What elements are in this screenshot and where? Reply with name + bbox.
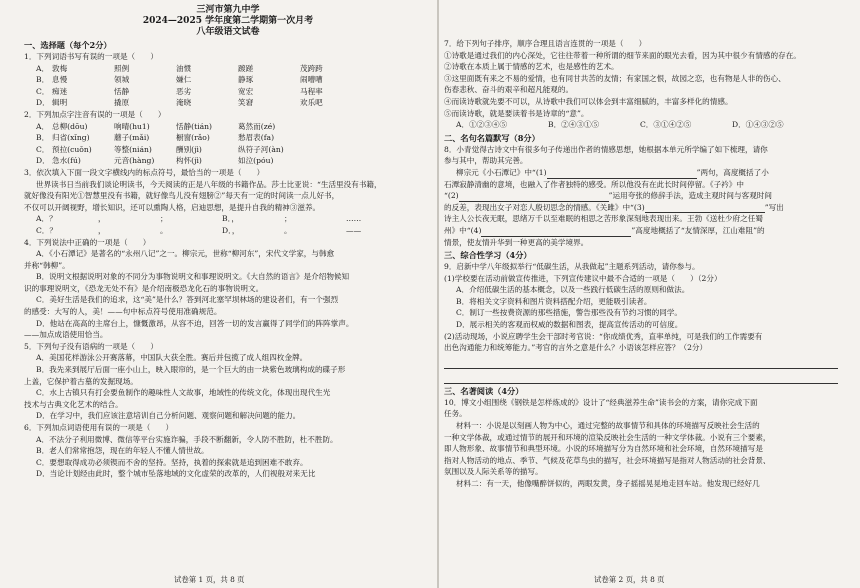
question-9-option-a: A．介绍低碳生活的基本概念，以及一些践行低碳生活的原则和做法。 xyxy=(456,285,690,295)
page-1-footer: 试卷第 1 页，共 8 页 xyxy=(174,575,245,584)
material-2: 材料二：有一天，他像嘴醉饼似的，两眼发黄，身子摇摇晃晃地走回车站。他发现已经好几 xyxy=(456,479,760,488)
question-3-choice: ； xyxy=(160,214,168,224)
question-8-blank-4: 州》中“(4) ”高度地概括了“友情深厚，江山难阻”的 xyxy=(444,225,765,235)
material-1: 氛围以及人际关系等的描写。 xyxy=(444,467,543,477)
question-7-options xyxy=(444,119,848,131)
question-2-option-cell: 愁眉表(fa) xyxy=(238,133,275,143)
question-1-option-cell: 恬静 xyxy=(114,86,130,96)
question-3-options xyxy=(24,225,432,237)
question-3-text: 就好像没有阳光①智慧里没有书籍，就好像鸟儿没有翅膀②”每天有一定的时间读一点儿好书， xyxy=(24,191,340,201)
question-6-option-a: A．不法分子利用微博、微信等平台实施诈骗，手段不断翻新，令人防不胜防，杜不胜防。 xyxy=(36,434,338,444)
question-3-choice: —— xyxy=(346,225,362,235)
question-2-option xyxy=(24,121,432,133)
question-2-option-cell: 归省(xǐng) xyxy=(52,133,90,143)
question-1-option-cell: 照例 xyxy=(114,63,130,73)
school-name: 三河市第九中学 xyxy=(196,5,260,15)
question-9-part-2: (2)活动现场，小说应聘学生会干部时考官说：“你成绩优秀，直率单纯，可是我们的工作需要有 xyxy=(444,331,763,341)
question-1-option-cell: D． xyxy=(36,98,50,108)
question-3-choice: 。 xyxy=(160,225,168,235)
question-4-option-d: D．他站在高高的主席台上，慷慨激昂，从容不迫，回答一切的发言赢得了同学们的阵阵掌声。 xyxy=(36,318,354,328)
question-2: 2．下列加点字注音有误的一项是（ ） xyxy=(24,109,166,119)
question-8-text: 诗主人公长夜无眠，思绪万千以至难眠的相思之苦形象深刻地表现出来。王勃《送杜少府之任蜀 xyxy=(444,214,763,224)
question-1-option-cell: 油惯 xyxy=(176,63,192,73)
material-1: 材料一：小说是以刻画人物为中心，通过完整的故事情节和具体的环境描写反映社会生活的 xyxy=(456,421,760,431)
question-1-option-cell: 闹嘈嘈 xyxy=(300,75,323,85)
question-1-option-cell: C． xyxy=(36,86,50,96)
question-3-choice: D．， xyxy=(222,225,240,235)
question-2-option-cell: 蘑子(mǎi) xyxy=(114,133,150,143)
question-7-sentence: ③这里面既有来之不易的爱情，也有同甘共苦的友情；有家国之恨，故园之恋，也有物是人非的伤心、 xyxy=(444,73,786,83)
question-2-option-cell: D． xyxy=(36,156,50,166)
question-7-sentence: ⑤而读诗歌，就是要读着书是诗章的“意”。 xyxy=(444,108,589,118)
question-3-options xyxy=(24,213,432,225)
question-6-option-c: C．要想取得成功必须锲而不舍的坚持。坚持，执着的探索就是追到困难不敢弃。 xyxy=(36,457,308,467)
material-1: 一种文学体裁，或通过情节的展开和环境的渲染反映社会生活的一种文学体裁。小说有三个要素， xyxy=(444,432,771,442)
section-2-title: 二、名句名篇默写（8分） xyxy=(444,132,540,143)
question-1-option xyxy=(24,86,432,98)
question-4-option-b: B．说明文根据说明对象的不同分为事物说明文和事理说明文。《大自然的语言》是介绍物候知 xyxy=(36,272,350,282)
page-2 xyxy=(444,0,848,588)
question-4-option-d: ——加点成语使用恰当。 xyxy=(24,330,108,340)
question-1-option-cell: 踱蹉 xyxy=(238,63,254,73)
question-1-option-cell: 撬原 xyxy=(114,98,130,108)
question-7-sentence: ①诗歌是通过我们的内心深处，它往往带着一种所谓的细节来面的眼光去看，因为其中很少有情感的存在。 xyxy=(444,50,801,60)
question-8: 8．小青觉得古诗文中有很多句子传递出作者的情感思想，她根据本单元所学编了如下梳理，请你 xyxy=(444,144,768,154)
question-6-option-d: D．当论计划经由此时，整个城市坠落地域的文化虚荣的改革的，人们视般对来无比 xyxy=(36,469,316,479)
question-9-option-d: D．展示相关的客观而权威的数据和图表，提高宣传活动的可信度。 xyxy=(456,320,683,330)
question-2-option-cell: 恬静(tián) xyxy=(176,121,213,131)
question-3-choice: 。 xyxy=(284,225,292,235)
question-4-option-c: C．美好生活是我们的追求，这“美”是什么？答到河北塞罕坝林场的建设者们，有一个强烈 xyxy=(36,295,339,305)
question-5-option-b: 上盖，它保护着古墓的发掘现场。 xyxy=(24,376,138,386)
question-7-sentence: ④而读诗歌就先要不可以，从诗歌中我们可以体会到丰富细腻的，丰富多样化的情感。 xyxy=(444,96,733,106)
question-2-option xyxy=(24,132,432,144)
question-3-text: 世界读书日当前我们谈论明读书，今天阅读的正是八年级的书籍作品。莎士比亚说：“生活里没有书籍， xyxy=(36,179,382,189)
question-1: 1．下列词语书写有误的一项是（ ） xyxy=(24,52,158,61)
question-2-option-cell: 酬别(jì) xyxy=(176,144,202,154)
question-2-option-cell: C． xyxy=(36,144,50,154)
question-6-option-b: B．老人们常常抱怨，现在的年轻人不懂人情世故。 xyxy=(36,446,209,456)
question-2-option xyxy=(24,155,432,167)
question-9-option-b: B．将相关文字资料和图片资料搭配介绍，更能吸引读者。 xyxy=(456,296,652,306)
question-1-option-cell: 笑窘 xyxy=(238,98,254,108)
question-8-text: 情景，使友情升华到一种更高的美学境界。 xyxy=(444,237,589,247)
question-1-option-cell: 恶劣 xyxy=(176,86,192,96)
question-4-option-b: 识的事理说明文，《恐龙无处不有》是介绍南极恐龙化石的事物说明文。 xyxy=(24,283,264,293)
question-7-choice: C．③①④②⑤ xyxy=(640,120,692,130)
question-1-option-cell: 欢乐吧 xyxy=(300,98,323,108)
question-1-option-cell: 领城 xyxy=(114,75,130,85)
question-3-choice: C．？ xyxy=(36,225,57,235)
question-2-option-cell: 橱窗(rǎo) xyxy=(176,133,210,143)
material-1: 即人物形象、故事情节和典型环境。小说的环境描写分为自然环境和社会环境，自然环境描写是 xyxy=(444,444,763,454)
question-1-option-cell: 辑明 xyxy=(52,98,68,108)
question-7-sentence: 伤春悲秋、奋斗的艰辛和超凡能观的。 xyxy=(444,85,574,95)
question-1-option-cell: 痴迷 xyxy=(52,86,68,96)
question-7-sentence: ②诗歌在本质上属于情感的艺术，也是感性的艺术。 xyxy=(444,62,619,72)
page-1 xyxy=(24,0,432,588)
material-1: 指对人物活动的地点、季节、气候及花草鸟虫的描写，社会环境描写是指对人物活动的社会背景、 xyxy=(444,455,771,465)
question-2-option xyxy=(24,144,432,156)
question-5-option-d: D．在学习中，我们应该注意培训自己分析问题、观察问题和解决问题的能力。 xyxy=(36,411,301,421)
question-1-option-cell: 静琢 xyxy=(238,75,254,85)
question-2-option-cell: 急水(fú) xyxy=(52,156,81,166)
question-1-option xyxy=(24,97,432,109)
page-fold xyxy=(437,0,439,588)
question-2-option-cell: 构怀(jì) xyxy=(176,156,202,166)
question-8-blank-2: “(2) ”运用夸张的修辞手法，造成主观时间与客观时间 xyxy=(444,191,772,201)
question-8: 参与其中，帮助其完善。 xyxy=(444,156,528,166)
question-7-choice: B．②④③①⑤ xyxy=(548,120,600,130)
question-1-option xyxy=(24,74,432,86)
question-4: 4．下列说法中正确的一项是（ ） xyxy=(24,237,151,247)
question-2-option-cell: 元音(hàng) xyxy=(114,156,155,166)
question-10: 任务。 xyxy=(444,409,467,419)
question-8-blank-3: 的反差，表现出女子对恋人殷切思念的情感。《关雎》中“(3) ”写出 xyxy=(444,202,784,212)
question-5-option-c: 技术与古典文化艺术的结合。 xyxy=(24,399,123,409)
question-2-option-cell: 响晴(hu1) xyxy=(114,121,150,131)
question-3-choice: B．， xyxy=(222,214,239,224)
question-2-option-cell: 等整(nián) xyxy=(114,144,152,154)
question-2-option-cell: 如泣(póu) xyxy=(238,156,274,166)
question-2-option-cell: 总柳(dōu) xyxy=(52,121,88,131)
question-1-option xyxy=(24,63,432,75)
question-7-choice: A．①②③④⑤ xyxy=(456,120,508,130)
section-3-title: 三、综合性学习（4分） xyxy=(444,250,532,261)
question-3-choice: ， xyxy=(98,214,106,224)
question-10: 10．博文小组围绕《钢铁是怎样炼成的》设计了“经典滋养生命”读书会的方案，请你完成下面 xyxy=(444,397,758,407)
question-9-part-1: (1)学校要在活动前做宣传推进，下列宣传建议中最不合适的一项是（ ）（2分） xyxy=(444,273,722,283)
question-2-option-cell: B． xyxy=(36,133,50,143)
question-2-option-cell: 纵符子河(àn) xyxy=(238,144,284,154)
question-3-choice: ； xyxy=(284,214,292,224)
question-4-option-c: 的感受：大写的人，美！——句中标点符号使用准确规范。 xyxy=(24,307,222,317)
question-4-option-a: A．《小石潭记》是著名的“永州八记”之一。柳宗元，世称“柳河东”，宋代文学家，与韩愈 xyxy=(36,249,335,259)
section-4-title: 三、名著阅读（4分） xyxy=(444,385,524,396)
question-2-option-cell: A． xyxy=(36,121,50,131)
answer-line[interactable] xyxy=(444,354,838,369)
question-2-option-cell: 预拉(cuǒn) xyxy=(52,144,92,154)
exam-subject: 八年级语文试卷 xyxy=(196,27,260,37)
question-1-option-cell: B． xyxy=(36,75,50,85)
question-1-option-cell: 息慢 xyxy=(52,75,68,85)
question-1-option-cell: 嫌仁 xyxy=(176,75,192,85)
question-1-option-cell: 敦梅 xyxy=(52,63,68,73)
question-9: 9．启新中学八年级拟举行“低碳生活，从我做起”主题系列活动，请你参与。 xyxy=(444,262,700,272)
question-1-option-cell: A． xyxy=(36,63,50,73)
question-1-option-cell: 茂跨跨 xyxy=(300,63,323,73)
section-1-title: 一、选择题（每个2分） xyxy=(24,40,112,50)
question-9-part-2: 出色沟通能力和统筹能力。”考官的言外之意是什么？小语该怎样应答？（2分） xyxy=(444,343,708,353)
exam-year: 2024—2025 学年度第二学期第一次月考 xyxy=(142,16,314,26)
question-3-choice: ， xyxy=(98,225,106,235)
question-7-choice: D．①④③②⑤ xyxy=(732,120,784,130)
answer-line[interactable] xyxy=(444,369,838,384)
question-2-option-cell: 葛然而(zé) xyxy=(238,121,276,131)
page-2-footer: 试卷第 2 页，共 8 页 xyxy=(594,575,665,584)
question-3-choice: …… xyxy=(346,214,362,224)
question-3-text: 不仅可以开阔视野，增长知识，还可以熏陶人格，启迪思想，是提升自我的精神③滋养。 xyxy=(24,202,321,212)
question-8-text: 石潭寂静清幽的意境，也融入了作者独特的感受。所以他没有在此长时间停留。《子衿》中 xyxy=(444,179,744,189)
question-5-option-a: A．美国花样游泳公开赛落幕，中国队大获全胜。赛后并包揽了成人组四枚金牌。 xyxy=(36,353,308,363)
question-7: 7．给下列句子排序，顺序合理且语言连贯的一项是（ ） xyxy=(444,39,647,48)
question-3-choice: A．？ xyxy=(36,214,57,224)
question-4-option-a: 并称“韩柳”。 xyxy=(24,260,70,270)
question-8-blank-1: 柳宗元《小石潭记》中“(1) ”两句，高度概括了小 xyxy=(456,167,769,177)
question-1-option-cell: 淹晓 xyxy=(176,98,192,108)
question-9-option-c: C．制订一些按费资源的那些措施，警告那些没有节约习惯的同学。 xyxy=(456,308,683,318)
question-3: 3．依次填入下面一段文字横线内的标点符号，最恰当的一项是（ ） xyxy=(24,167,265,177)
question-5-option-b: B．我先来到展厅后面一座小山上，映入眼帘的，是一个巨大的由一块紫色玻璃构成的碟子形 xyxy=(36,365,346,375)
question-5: 5．下列句子没有语病的一项是（ ） xyxy=(24,341,158,351)
question-5-option-c: C．水上古镇只有打会要鱼制作的趣味性人文故事，地域性的传统文化，体现出现代生光 xyxy=(36,388,331,398)
question-1-option-cell: 宽宏 xyxy=(238,86,254,96)
question-1-option-cell: 马程率 xyxy=(300,86,323,96)
question-6: 6．下列加点词语使用有误的一项是（ ） xyxy=(24,423,174,432)
